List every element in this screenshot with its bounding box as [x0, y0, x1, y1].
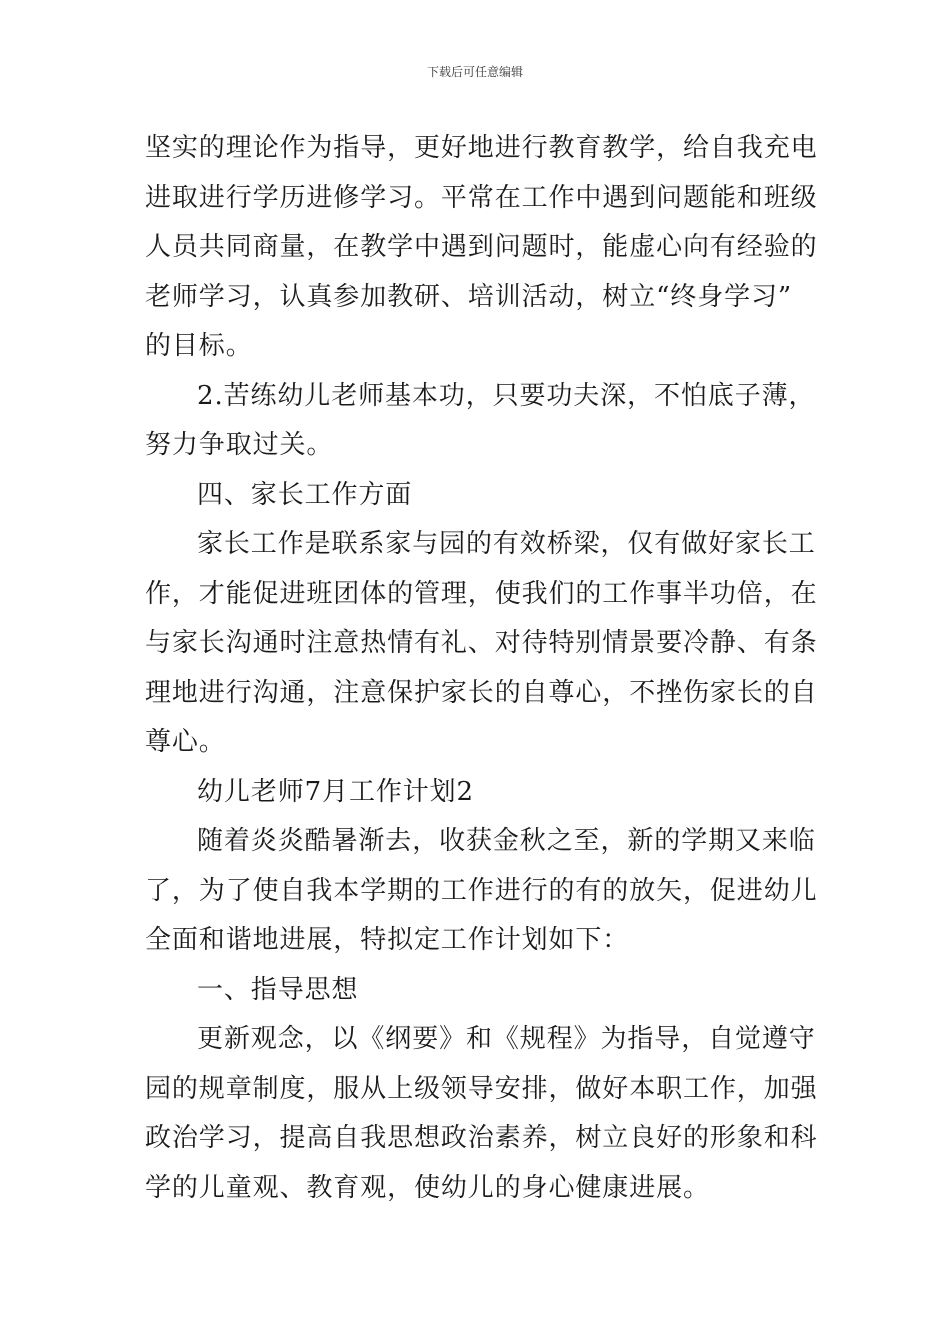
paragraph-parents	[145, 520, 818, 768]
text-line: 更新观念，以《纲要》和《规程》为指导，自觉遵守	[197, 1024, 816, 1054]
paragraph-intro	[145, 817, 818, 966]
text-line: 努力争取过关。	[145, 430, 334, 460]
text-line: 老师学习，认真参加教研、培训活动，树立“终身学习”	[145, 281, 793, 312]
text-line: 的目标。	[145, 331, 253, 361]
text-line: 人员共同商量，在教学中遇到问题时，能虚心向有经验的	[145, 232, 818, 262]
text-line: 尊心。	[145, 727, 226, 757]
page-header: 下载后可任意编辑	[426, 65, 523, 79]
paragraph-2	[145, 372, 816, 471]
text-line: 进取进行学历进修学习。平常在工作中遇到问题能和班级	[145, 182, 818, 213]
text-line: 政治学习，提高自我思想政治素养，树立良好的形象和科	[145, 1123, 818, 1153]
section-heading-guiding	[145, 966, 810, 1016]
text-line: 理地进行沟通，注意保护家长的自尊心，不挫伤家长的自	[145, 677, 818, 708]
heading-line: 幼儿老师7月工作计划2	[197, 776, 474, 807]
document-body	[145, 124, 818, 1213]
heading-line: 四、家长工作方面	[197, 479, 413, 510]
section-heading-parents	[145, 471, 810, 521]
text-line: 作，才能促进班团体的管理，使我们的工作事半功倍，在	[145, 578, 818, 609]
text-line: 坚实的理论作为指导，更好地进行教育教学，给自我充电	[145, 133, 818, 163]
text-line: 全面和谐地进展，特拟定工作计划如下：	[145, 925, 630, 955]
text-line: 家长工作是联系家与园的有效桥梁，仅有做好家长工	[197, 529, 816, 559]
text-line: 2.苦练幼儿老师基本功，只要功夫深，不怕底子薄，	[197, 380, 816, 411]
paragraph-1	[145, 124, 818, 372]
text-line: 学的儿童观、教育观，使幼儿的身心健康进展。	[145, 1172, 710, 1203]
text-line: 随着炎炎酷暑渐去，收获金秋之至，新的学期又来临	[197, 826, 816, 856]
text-line: 园的规章制度，服从上级领导安排，做好本职工作，加强	[145, 1073, 818, 1104]
heading-line: 一、指导思想	[197, 974, 359, 1005]
plan-title	[145, 768, 810, 818]
text-line: 了，为了使自我本学期的工作进行的有的放矢，促进幼儿	[145, 875, 818, 906]
paragraph-guiding	[145, 1015, 818, 1213]
text-line: 与家长沟通时注意热情有礼、对待特别情景要冷静、有条	[145, 628, 818, 658]
